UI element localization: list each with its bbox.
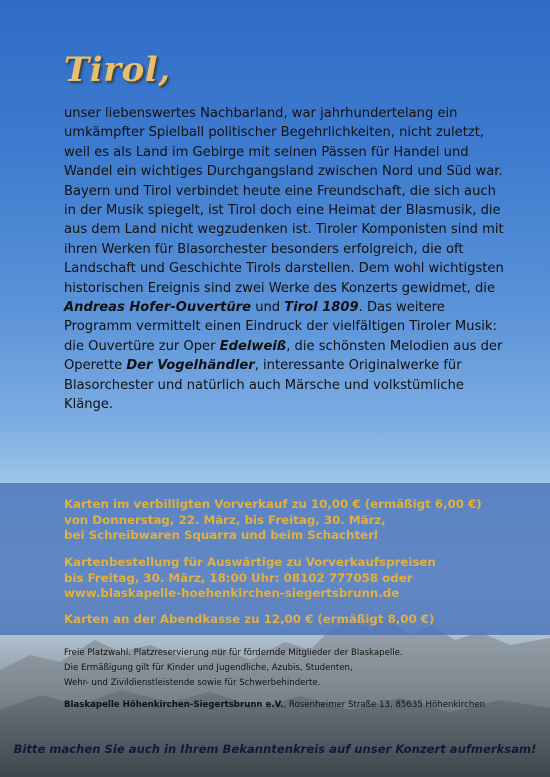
order-line: Kartenbestellung für Auswärtige zu Vorverkaufspreisen	[64, 555, 436, 569]
organization-address	[64, 698, 534, 713]
note-line: Freie Platzwahl. Platzreservierung nur für fördernde Mitglieder der Blaskapelle.	[64, 648, 403, 658]
order-info	[64, 555, 524, 602]
footer-callout: Bitte machen Sie auch in Ihrem Bekanntenkreis auf unser Konzert aufmerksam!	[13, 742, 537, 756]
box-office-info	[64, 612, 524, 628]
notes	[64, 646, 534, 713]
presale-info	[64, 497, 524, 544]
intro-text	[64, 104, 504, 415]
work-title: Edelweiß	[219, 338, 287, 354]
presale-line: Karten im verbilligten Vorverkauf zu 10,00 € (ermäßigt 6,00 €)	[64, 497, 482, 511]
note-line: Die Ermäßigung gilt für Kinder und Jugendliche, Azubis, Studenten,	[64, 663, 353, 673]
presale-line: bei Schreibwaren Squarra und beim Schachterl	[64, 528, 378, 542]
note-line: Wehr- und Zivildienstleistende sowie für Schwerbehinderte.	[64, 678, 321, 688]
page-title: Tirol,	[64, 50, 171, 90]
order-line: bis Freitag, 30. März, 18:00 Uhr: 08102 777058 oder	[64, 570, 413, 585]
work-title: Tirol 1809	[284, 300, 359, 316]
box-office-line: Karten an der Abendkasse zu 12,00 € (ermäßigt 8,00 €)	[64, 612, 435, 626]
address-text: , Rosenheimer Straße 13, 85635 Höhenkirchen	[283, 700, 486, 710]
intro-paragraph-1: unser liebenswertes Nachbarland, war jahrhundertelang ein umkämpfter Spielball politischer Begehrlichkeiten, nicht zuletzt, weil es als Land im Gebirge mit seinen Pässen für Handel und Wandel ein wichtiges Durchgangsland zwischen Nord und Süd war.	[64, 106, 503, 180]
organization-name: Blaskapelle Höhenkirchen-Siegertsbrunn e.V.	[64, 700, 284, 710]
intro-paragraph-2: Bayern und Tirol verbindet heute eine Freundschaft, die sich auch in der Musik spiegelt, ist Tirol doch eine Heimat der Blasmusik, die aus dem Land nicht wegzudenken ist. Tiroler Komponisten sind mit ihren Werken für Blasorchester besonders erfolgreich, die oft Landschaft und Geschichte Tirols darstellen. Dem wohl wichtigsten historischen Ereignis sind zwei Werke des Konzerts gewidmet, die Andreas Hofer-Ouvertüre und Tirol 1809. Das weitere Programm vermittelt einen Eindruck der vielfältigen Tiroler Musik: die Ouvertüre zur Oper Edelweiß, die schönsten Melodien aus der Operette Der Vogelhändler, interessante Originalwerke für Blasorchester und natürlich auch Märsche und volkstümliche Klänge.	[64, 183, 504, 413]
presale-line: von Donnerstag, 22. März, bis Freitag, 30. März,	[64, 512, 386, 527]
order-website-link[interactable]: www.blaskapelle-hoehenkirchen-siegertsbrunn.de	[64, 586, 400, 600]
work-title: Andreas Hofer-Ouvertüre	[64, 300, 252, 316]
work-title: Der Vogelhändler	[126, 358, 255, 374]
